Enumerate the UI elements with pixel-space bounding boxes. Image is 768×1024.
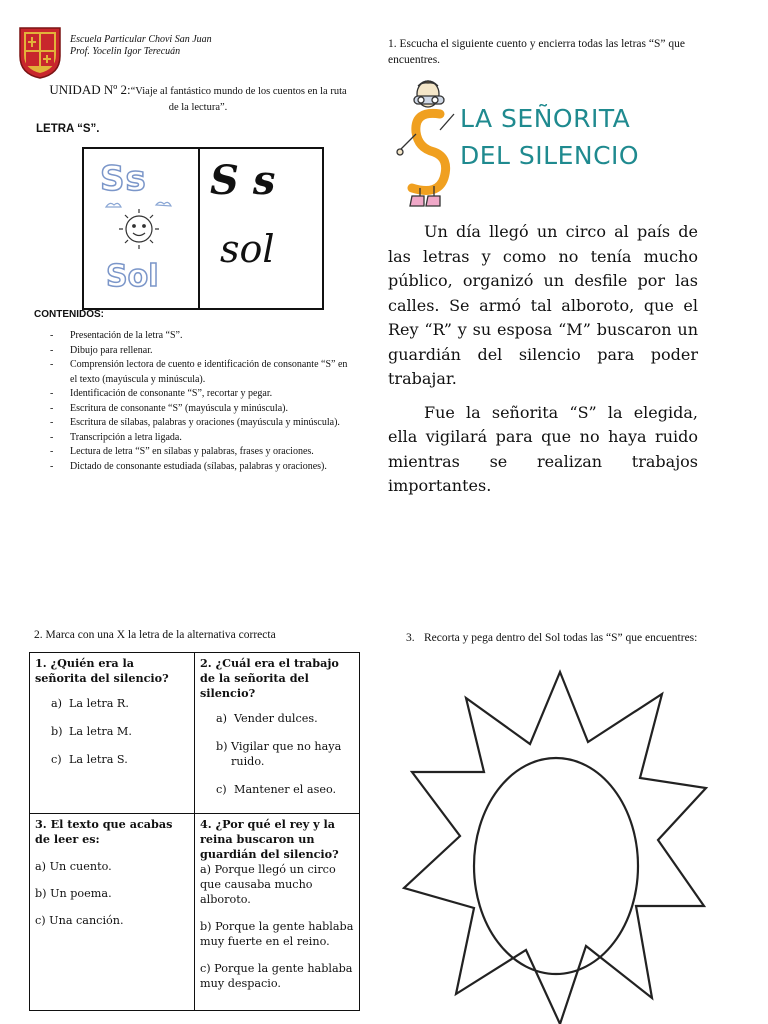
story-title-line1: LA SEÑORITA [460, 104, 631, 133]
list-item: - Escritura de sílabas, palabras y oraciones (mayúscula y minúscula). [50, 416, 350, 431]
option-item[interactable] [200, 711, 354, 726]
senorita-s-character-icon [394, 78, 460, 212]
activity1-instruction: 1. Escucha el siguiente cuento y encierra todas las letras “S” que encuentres. [388, 38, 685, 66]
option-item[interactable]: c) Porque la gente hablaba muy despacio. [200, 962, 353, 990]
question-text: 1. ¿Quién era la señorita del silencio? [35, 656, 169, 685]
cursive-letter-panel [200, 149, 322, 308]
option-item[interactable] [200, 739, 354, 769]
option-key: b) [216, 740, 228, 753]
option-item[interactable]: a) Porque llegó un circo que causaba mucho alboroto. [200, 863, 336, 906]
school-header [70, 34, 212, 58]
option-item[interactable] [35, 752, 189, 767]
question-text: 4. ¿Por qué el rey y la reina buscaron un guardián del silencio? [200, 817, 339, 861]
story-paragraph: Un día llegó un circo al país de las letras y como no tenía mucho público, organizó un desfile por las calles. Se armó tal alboroto, que el Rey “R” y su esposa “M” buscaron un guardián del silencio para poder trabajar. [388, 222, 698, 388]
activity2-instruction: 2. Marca con una X la letra de la alternativa correcta [34, 629, 276, 641]
story-text [388, 220, 698, 499]
question-text: 3. El texto que acabas de leer es: [35, 817, 173, 846]
activity3-number: 3. [406, 632, 415, 644]
print-letters: Ss [100, 159, 147, 199]
option-item[interactable]: c) Una canción. [35, 914, 124, 927]
list-item: - Comprensión lectora de cuento e identificación de consonante “S” en el texto (mayúscula y minúscula). [50, 358, 350, 387]
list-item: - Presentación de la letra “S”. [50, 329, 350, 344]
school-name: Escuela Particular Chovi San Juan [70, 34, 212, 45]
table-row [30, 653, 360, 814]
option-key: c) [216, 783, 227, 796]
activity3-text: Recorta y pega dentro del Sol todas las “S” que encuentres: [424, 632, 698, 644]
letter-s-box [82, 147, 324, 310]
option-text: Vigilar que no haya ruido. [231, 740, 342, 768]
print-word: Sol [106, 259, 159, 294]
contents-title: CONTENIDOS: [34, 309, 104, 320]
cursive-letters: S s [210, 157, 276, 204]
question-table [29, 652, 360, 1011]
option-item[interactable]: a) Un cuento. [35, 860, 112, 873]
question-cell [30, 814, 195, 1011]
letter-heading: LETRA “S”. [36, 123, 100, 135]
option-key: c) [51, 753, 62, 766]
story-paragraph: Fue la señorita “S” la elegida, ella vigilará para que no haya ruido mientras se realizan trabajos importantes. [388, 402, 698, 495]
question-text: 2. ¿Cuál era el trabajo de la señorita del silencio? [200, 656, 339, 700]
table-row [30, 814, 360, 1011]
school-crest-icon [18, 26, 62, 80]
list-item: - Dibujo para rellenar. [50, 344, 350, 359]
option-item[interactable] [35, 724, 189, 739]
list-item: - Dictado de consonante estudiada (sílabas, palabras y oraciones). [50, 460, 350, 475]
story-title-line2: DEL SILENCIO [460, 141, 640, 170]
teacher-name: Prof. Yocelin Igor Terecuán [70, 46, 181, 57]
option-item[interactable]: b) Porque la gente hablaba muy fuerte en el reino. [200, 920, 354, 948]
list-item: - Escritura de consonante “S” (mayúscula y minúscula). [50, 402, 350, 417]
unit-heading [48, 82, 348, 116]
cursive-word: sol [220, 227, 275, 271]
option-text: Mantener el aseo. [234, 783, 337, 796]
print-letter-panel [84, 149, 200, 308]
question-cell [195, 814, 360, 1011]
option-text: La letra R. [69, 697, 129, 710]
question-cell [30, 653, 195, 814]
option-key: b) [51, 725, 63, 738]
unit-title: “Viaje al fantástico mundo de los cuentos en la ruta de la lectura”. [130, 86, 347, 113]
option-key: a) [51, 697, 63, 710]
list-item: - Identificación de consonante “S”, recortar y pegar. [50, 387, 350, 402]
sun-outline-icon [400, 668, 710, 1024]
contents-list [50, 329, 350, 474]
option-text: La letra S. [69, 753, 128, 766]
activity3-instruction [406, 630, 706, 646]
option-text: Vender dulces. [234, 712, 318, 725]
option-item[interactable] [35, 696, 189, 711]
story-title [460, 100, 639, 174]
option-item[interactable] [200, 782, 354, 797]
option-key: a) [216, 712, 228, 725]
list-item: - Transcripción a letra ligada. [50, 431, 350, 446]
sun-face-icon [104, 197, 174, 257]
unit-label: UNIDAD Nº 2: [49, 82, 131, 97]
option-item[interactable]: b) Un poema. [35, 887, 112, 900]
option-text: La letra M. [69, 725, 132, 738]
list-item: - Lectura de letra “S” en sílabas y palabras, frases y oraciones. [50, 445, 350, 460]
question-cell [195, 653, 360, 814]
